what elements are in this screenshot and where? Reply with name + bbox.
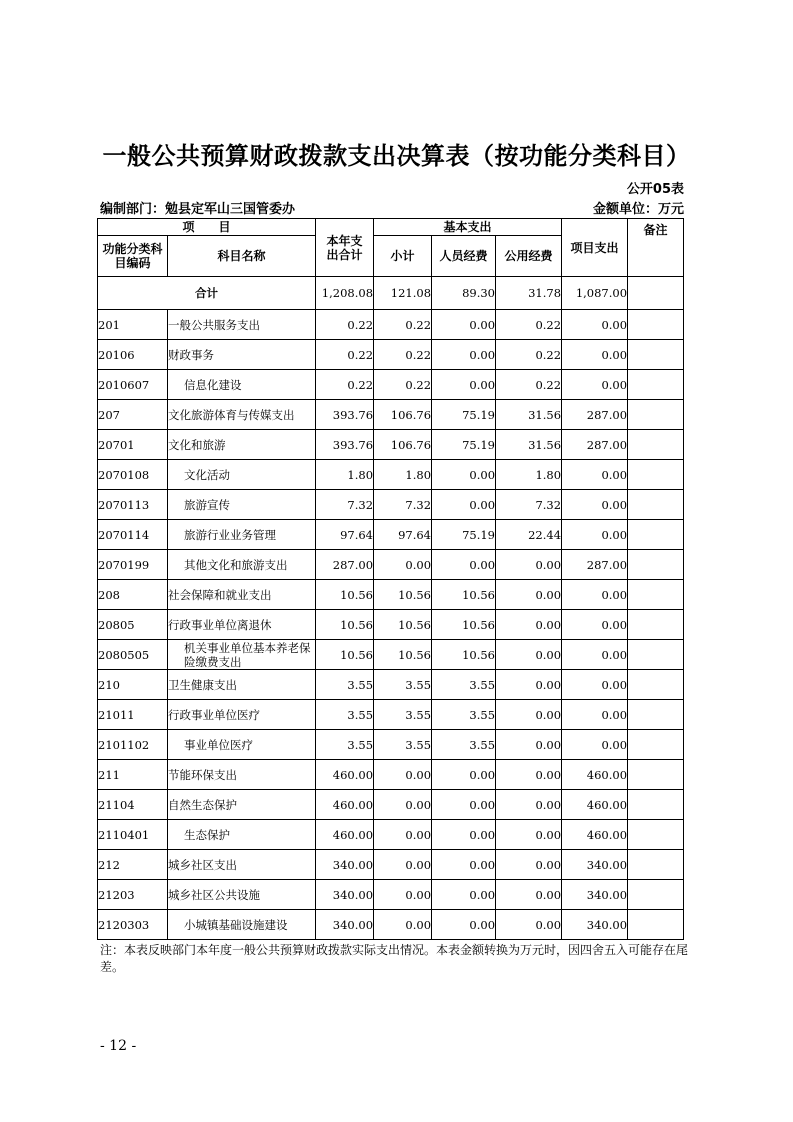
row-name: 节能环保支出 xyxy=(168,760,316,790)
row-subtotal: 0.22 xyxy=(374,310,432,340)
row-project: 0.00 xyxy=(562,520,628,550)
row-name: 机关事业单位基本养老保险缴费支出 xyxy=(168,640,316,670)
row-project: 287.00 xyxy=(562,430,628,460)
row-total: 460.00 xyxy=(316,760,374,790)
row-project: 0.00 xyxy=(562,340,628,370)
table-row xyxy=(98,670,684,700)
row-name: 社会保障和就业支出 xyxy=(168,580,316,610)
header-public: 公用经费 xyxy=(496,236,562,277)
row-name: 卫生健康支出 xyxy=(168,670,316,700)
row-project: 460.00 xyxy=(562,790,628,820)
table-row xyxy=(98,850,684,880)
row-personnel: 10.56 xyxy=(432,580,496,610)
row-project: 0.00 xyxy=(562,370,628,400)
row-project: 0.00 xyxy=(562,460,628,490)
row-personnel: 75.19 xyxy=(432,430,496,460)
table-row xyxy=(98,910,684,940)
row-public: 0.00 xyxy=(496,760,562,790)
row-remark xyxy=(628,400,684,430)
row-name: 行政事业单位离退休 xyxy=(168,610,316,640)
table-row xyxy=(98,730,684,760)
row-subtotal: 0.00 xyxy=(374,790,432,820)
row-name: 城乡社区支出 xyxy=(168,850,316,880)
row-project: 340.00 xyxy=(562,850,628,880)
table-row xyxy=(98,490,684,520)
row-remark xyxy=(628,520,684,550)
row-remark xyxy=(628,430,684,460)
row-subtotal: 10.56 xyxy=(374,610,432,640)
row-subtotal: 106.76 xyxy=(374,400,432,430)
row-public: 22.44 xyxy=(496,520,562,550)
row-public: 31.56 xyxy=(496,430,562,460)
row-code: 21011 xyxy=(98,700,168,730)
row-name: 自然生态保护 xyxy=(168,790,316,820)
row-code: 201 xyxy=(98,310,168,340)
row-code: 21104 xyxy=(98,790,168,820)
row-personnel: 0.00 xyxy=(432,460,496,490)
row-remark xyxy=(628,580,684,610)
row-personnel: 0.00 xyxy=(432,790,496,820)
row-name: 小城镇基础设施建设 xyxy=(168,910,316,940)
table-row xyxy=(98,580,684,610)
row-project: 0.00 xyxy=(562,670,628,700)
table-row xyxy=(98,640,684,670)
table-row xyxy=(98,370,684,400)
form-number: 公开05表 xyxy=(626,182,684,197)
table-row xyxy=(98,310,684,340)
row-code: 2070113 xyxy=(98,490,168,520)
row-name: 信息化建设 xyxy=(168,370,316,400)
row-subtotal: 10.56 xyxy=(374,640,432,670)
row-project: 0.00 xyxy=(562,580,628,610)
header-item: 项 目 xyxy=(98,219,316,236)
header-remark: 备注 xyxy=(628,219,684,277)
row-personnel: 10.56 xyxy=(432,640,496,670)
table-row xyxy=(98,460,684,490)
row-total: 460.00 xyxy=(316,790,374,820)
row-code: 212 xyxy=(98,850,168,880)
total-row xyxy=(98,277,684,310)
expenditure-table xyxy=(97,218,684,940)
row-total: 287.00 xyxy=(316,550,374,580)
row-total: 3.55 xyxy=(316,730,374,760)
total-amount: 1,208.08 xyxy=(316,277,374,310)
table-row xyxy=(98,790,684,820)
row-code: 2120303 xyxy=(98,910,168,940)
row-name: 旅游宣传 xyxy=(168,490,316,520)
row-total: 340.00 xyxy=(316,850,374,880)
row-personnel: 3.55 xyxy=(432,670,496,700)
header-personnel: 人员经费 xyxy=(432,236,496,277)
row-name: 一般公共服务支出 xyxy=(168,310,316,340)
row-public: 0.00 xyxy=(496,580,562,610)
table-row xyxy=(98,430,684,460)
row-code: 207 xyxy=(98,400,168,430)
row-code: 2080505 xyxy=(98,640,168,670)
header-basic: 基本支出 xyxy=(374,219,562,236)
row-total: 460.00 xyxy=(316,820,374,850)
row-name: 事业单位医疗 xyxy=(168,730,316,760)
row-subtotal: 0.00 xyxy=(374,880,432,910)
row-name: 财政事务 xyxy=(168,340,316,370)
row-personnel: 3.55 xyxy=(432,730,496,760)
table-row xyxy=(98,880,684,910)
row-public: 0.00 xyxy=(496,880,562,910)
row-personnel: 0.00 xyxy=(432,550,496,580)
row-name: 旅游行业业务管理 xyxy=(168,520,316,550)
table-row xyxy=(98,700,684,730)
row-personnel: 75.19 xyxy=(432,520,496,550)
row-public: 31.56 xyxy=(496,400,562,430)
row-remark xyxy=(628,610,684,640)
row-remark xyxy=(628,880,684,910)
row-name: 文化旅游体育与传媒支出 xyxy=(168,400,316,430)
table-row xyxy=(98,820,684,850)
row-public: 0.22 xyxy=(496,310,562,340)
row-public: 0.00 xyxy=(496,550,562,580)
row-public: 1.80 xyxy=(496,460,562,490)
row-project: 340.00 xyxy=(562,910,628,940)
row-code: 20106 xyxy=(98,340,168,370)
total-project: 1,087.00 xyxy=(562,277,628,310)
row-subtotal: 106.76 xyxy=(374,430,432,460)
row-subtotal: 0.22 xyxy=(374,340,432,370)
row-public: 7.32 xyxy=(496,490,562,520)
row-subtotal: 0.00 xyxy=(374,550,432,580)
row-subtotal: 0.22 xyxy=(374,370,432,400)
total-public: 31.78 xyxy=(496,277,562,310)
row-code: 2070114 xyxy=(98,520,168,550)
table-row xyxy=(98,760,684,790)
table-row xyxy=(98,520,684,550)
row-project: 0.00 xyxy=(562,730,628,760)
row-project: 0.00 xyxy=(562,610,628,640)
row-personnel: 10.56 xyxy=(432,610,496,640)
row-total: 7.32 xyxy=(316,490,374,520)
row-remark xyxy=(628,820,684,850)
footnote: 注：本表反映部门本年度一般公共预算财政拨款实际支出情况。本表金额转换为万元时，因四舍五入可能存在尾差。 xyxy=(100,943,689,974)
row-name: 城乡社区公共设施 xyxy=(168,880,316,910)
row-code: 20805 xyxy=(98,610,168,640)
row-public: 0.22 xyxy=(496,340,562,370)
row-personnel: 0.00 xyxy=(432,820,496,850)
row-subtotal: 3.55 xyxy=(374,730,432,760)
row-remark xyxy=(628,760,684,790)
row-code: 211 xyxy=(98,760,168,790)
row-public: 0.22 xyxy=(496,370,562,400)
row-remark xyxy=(628,730,684,760)
row-name: 生态保护 xyxy=(168,820,316,850)
row-public: 0.00 xyxy=(496,850,562,880)
row-public: 0.00 xyxy=(496,910,562,940)
row-total: 10.56 xyxy=(316,610,374,640)
row-subtotal: 10.56 xyxy=(374,580,432,610)
row-project: 460.00 xyxy=(562,760,628,790)
row-subtotal: 3.55 xyxy=(374,670,432,700)
row-personnel: 75.19 xyxy=(432,400,496,430)
row-total: 340.00 xyxy=(316,910,374,940)
table-row xyxy=(98,610,684,640)
row-remark xyxy=(628,550,684,580)
row-total: 393.76 xyxy=(316,400,374,430)
row-total: 393.76 xyxy=(316,430,374,460)
header-func-code: 功能分类科目编码 xyxy=(98,236,168,277)
total-subtotal: 121.08 xyxy=(374,277,432,310)
row-total: 340.00 xyxy=(316,880,374,910)
row-total: 1.80 xyxy=(316,460,374,490)
row-remark xyxy=(628,790,684,820)
row-code: 2070108 xyxy=(98,460,168,490)
row-public: 0.00 xyxy=(496,640,562,670)
row-code: 2101102 xyxy=(98,730,168,760)
row-remark xyxy=(628,340,684,370)
header-subtotal: 小计 xyxy=(374,236,432,277)
row-name: 文化活动 xyxy=(168,460,316,490)
row-code: 210 xyxy=(98,670,168,700)
row-personnel: 0.00 xyxy=(432,760,496,790)
header-subject-name: 科目名称 xyxy=(168,236,316,277)
row-name: 行政事业单位医疗 xyxy=(168,700,316,730)
row-remark xyxy=(628,310,684,340)
row-total: 0.22 xyxy=(316,340,374,370)
row-subtotal: 3.55 xyxy=(374,700,432,730)
row-total: 3.55 xyxy=(316,700,374,730)
table-row xyxy=(98,400,684,430)
row-project: 0.00 xyxy=(562,490,628,520)
row-code: 20701 xyxy=(98,430,168,460)
row-total: 10.56 xyxy=(316,640,374,670)
row-code: 208 xyxy=(98,580,168,610)
page-title: 一般公共预算财政拨款支出决算表（按功能分类科目） xyxy=(102,142,691,170)
row-personnel: 0.00 xyxy=(432,370,496,400)
header-project: 项目支出 xyxy=(562,219,628,277)
row-code: 2110401 xyxy=(98,820,168,850)
table-row xyxy=(98,550,684,580)
row-subtotal: 0.00 xyxy=(374,820,432,850)
row-subtotal: 7.32 xyxy=(374,490,432,520)
row-subtotal: 0.00 xyxy=(374,760,432,790)
row-remark xyxy=(628,640,684,670)
row-name: 文化和旅游 xyxy=(168,430,316,460)
department-label: 编制部门：勉县定军山三国管委办 xyxy=(100,202,296,217)
row-subtotal: 0.00 xyxy=(374,910,432,940)
row-project: 0.00 xyxy=(562,310,628,340)
row-remark xyxy=(628,460,684,490)
total-label: 合计 xyxy=(98,277,316,310)
row-subtotal: 1.80 xyxy=(374,460,432,490)
row-code: 21203 xyxy=(98,880,168,910)
header-total: 本年支出合计 xyxy=(316,219,374,277)
row-public: 0.00 xyxy=(496,730,562,760)
row-total: 3.55 xyxy=(316,670,374,700)
row-remark xyxy=(628,910,684,940)
row-personnel: 0.00 xyxy=(432,490,496,520)
row-project: 287.00 xyxy=(562,550,628,580)
row-total: 0.22 xyxy=(316,370,374,400)
row-public: 0.00 xyxy=(496,610,562,640)
row-personnel: 0.00 xyxy=(432,910,496,940)
row-project: 0.00 xyxy=(562,700,628,730)
row-remark xyxy=(628,850,684,880)
row-subtotal: 0.00 xyxy=(374,850,432,880)
row-personnel: 3.55 xyxy=(432,700,496,730)
row-public: 0.00 xyxy=(496,670,562,700)
page-number: - 12 - xyxy=(100,1038,137,1054)
row-total: 0.22 xyxy=(316,310,374,340)
row-remark xyxy=(628,670,684,700)
total-remark xyxy=(628,277,684,310)
table-row xyxy=(98,340,684,370)
row-personnel: 0.00 xyxy=(432,340,496,370)
row-public: 0.00 xyxy=(496,700,562,730)
row-personnel: 0.00 xyxy=(432,880,496,910)
total-personnel: 89.30 xyxy=(432,277,496,310)
row-code: 2070199 xyxy=(98,550,168,580)
amount-unit-label: 金额单位：万元 xyxy=(592,202,684,217)
row-project: 340.00 xyxy=(562,880,628,910)
row-project: 460.00 xyxy=(562,820,628,850)
row-project: 287.00 xyxy=(562,400,628,430)
row-personnel: 0.00 xyxy=(432,310,496,340)
row-subtotal: 97.64 xyxy=(374,520,432,550)
row-personnel: 0.00 xyxy=(432,850,496,880)
row-public: 0.00 xyxy=(496,820,562,850)
row-remark xyxy=(628,370,684,400)
row-remark xyxy=(628,490,684,520)
row-project: 0.00 xyxy=(562,640,628,670)
row-code: 2010607 xyxy=(98,370,168,400)
row-name: 其他文化和旅游支出 xyxy=(168,550,316,580)
row-remark xyxy=(628,700,684,730)
row-total: 10.56 xyxy=(316,580,374,610)
row-public: 0.00 xyxy=(496,790,562,820)
row-total: 97.64 xyxy=(316,520,374,550)
